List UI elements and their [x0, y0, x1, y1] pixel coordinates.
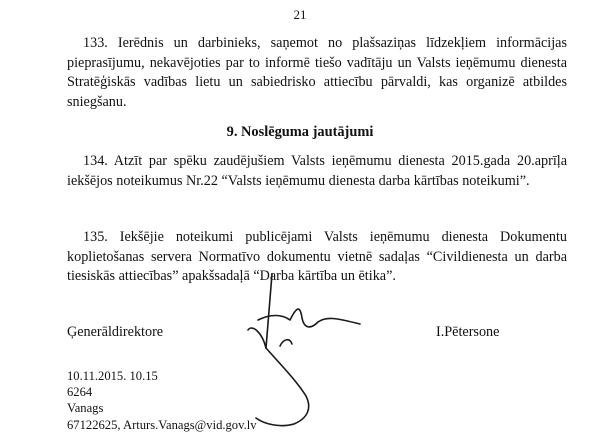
document-footer [67, 368, 257, 433]
paragraph-133-text: 133. Ierēdnis un darbinieks, saņemot no plašsaziņas līdzekļiem informācijas pieprasījumu, nekavējoties par to informē tiešo vadītāju un Valsts ieņēmumu dienesta Stratēģiskās vadības lietu un sabiedrisko attiecību pārvaldi, kas organizē atbildes sniegšanu. [67, 35, 567, 110]
page-number: 21 [293, 7, 307, 22]
footer-date: 10.11.2015. 10.15 [67, 369, 158, 383]
footer-number: 6264 [67, 385, 93, 400]
paragraph-135-text: 135. Iekšējie noteikumi publicējami Valsts ieņēmumu dienesta Dokumentu koplietošanas servera Normatīvo dokumentu vietnē sadaļas “Civildienesta un darba tiesiskās attiecības” apakšsadaļā “Darba kārtība un ētika”. [67, 229, 567, 285]
paragraph-133 [67, 34, 567, 112]
section-heading: 9. Noslēguma jautājumi [226, 124, 374, 140]
paragraph-134 [67, 152, 567, 191]
footer-author: Vanags [67, 401, 104, 416]
handwritten-signature [240, 268, 370, 428]
signatory-name: I.Pētersone [436, 324, 500, 340]
paragraph-134-text: 134. Atzīt par spēku zaudējušiem Valsts ieņēmumu dienesta 2015.gada 20.aprīļa iekšējos noteikumus Nr.22 “Valsts ieņēmumu dienesta darba kārtības noteikumi”. [67, 153, 567, 189]
signatory-title: Ģenerāldirektore [67, 324, 164, 340]
footer-contact: 67122625, Arturs.Vanags@vid.gov.lv [67, 417, 257, 432]
